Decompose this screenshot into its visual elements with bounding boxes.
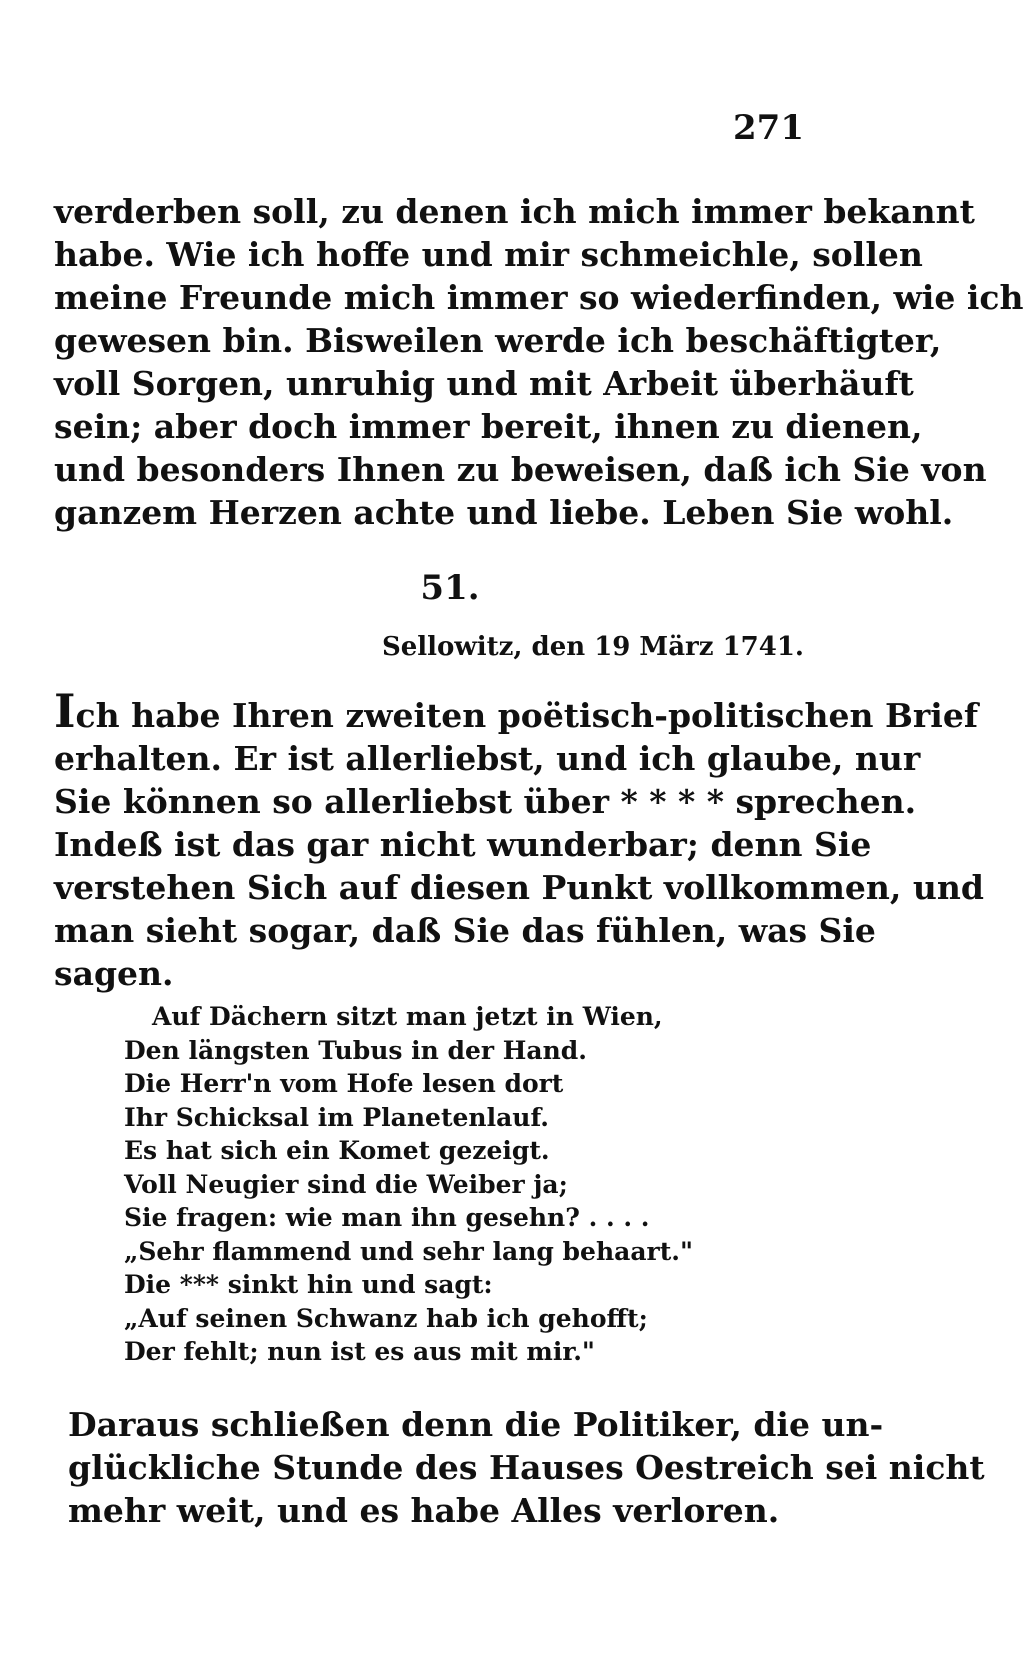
text-line — [54, 684, 979, 738]
text-line: meine Freunde mich immer so wiederfinden, wie ich — [54, 278, 1024, 317]
text-line: Daraus schließen denn die Politiker, die un- — [68, 1405, 884, 1444]
verse-line: Auf Dächern sitzt man jetzt in Wien, — [152, 1002, 663, 1031]
text-line: habe. Wie ich hoffe und mir schmeichle, sollen — [54, 235, 923, 274]
text-line: verstehen Sich auf diesen Punkt vollkommen, und — [54, 868, 984, 907]
text-line: und besonders Ihnen zu beweisen, daß ich Sie von — [54, 450, 987, 489]
verse-line: Die *** sinkt hin und sagt: — [124, 1270, 493, 1299]
paragraph-continuation — [54, 190, 1024, 534]
poem-verse — [124, 1000, 693, 1369]
text-line: man sieht sogar, daß Sie das fühlen, was Sie — [54, 911, 876, 950]
text-line: erhalten. Er ist allerliebst, und ich glaube, nur — [54, 739, 921, 778]
text-line: voll Sorgen, unruhig und mit Arbeit überhäuft — [54, 364, 914, 403]
text-line: sein; aber doch immer bereit, ihnen zu dienen, — [54, 407, 923, 446]
verse-line: Ihr Schicksal im Planetenlauf. — [124, 1102, 550, 1132]
text-line: verderben soll, zu denen ich mich immer bekannt — [54, 192, 975, 231]
text-line: ganzem Herzen achte und liebe. Leben Sie wohl. — [54, 493, 954, 532]
letter-number: 51. — [420, 568, 480, 608]
text-line: Sie können so allerliebst über * * * * sprechen. — [54, 782, 917, 821]
text-line-rest: ch habe Ihren zweiten poëtisch-politischen Brief — [75, 696, 979, 735]
verse-line: Der fehlt; nun ist es aus mit mir." — [124, 1337, 595, 1366]
text-line: gewesen bin. Bisweilen werde ich beschäftigter, — [54, 321, 942, 360]
drop-cap: I — [54, 684, 76, 738]
text-line: glückliche Stunde des Hauses Oestreich sei nicht — [68, 1448, 985, 1487]
verse-line: Voll Neugier sind die Weiber ja; — [124, 1169, 568, 1199]
verse-line: Sie fragen: wie man ihn gesehn? . . . . — [124, 1203, 650, 1232]
letter-dateline: Sellowitz, den 19 März 1741. — [381, 632, 804, 662]
text-line: Indeß ist das gar nicht wunderbar; denn Sie — [54, 825, 872, 864]
closing-paragraph — [68, 1403, 985, 1532]
verse-line: „Sehr flammend und sehr lang behaart." — [124, 1236, 693, 1266]
text-line: sagen. — [54, 954, 174, 993]
verse-line: Die Herr'n vom Hofe lesen dort — [124, 1069, 564, 1098]
verse-line: Den längsten Tubus in der Hand. — [124, 1035, 587, 1065]
letter-body-paragraph — [54, 684, 984, 995]
verse-line: „Auf seinen Schwanz hab ich gehofft; — [124, 1303, 648, 1333]
verse-line: Es hat sich ein Komet gezeigt. — [124, 1136, 550, 1165]
text-line: mehr weit, und es habe Alles verloren. — [68, 1491, 780, 1530]
page-number: 271 — [733, 108, 804, 148]
